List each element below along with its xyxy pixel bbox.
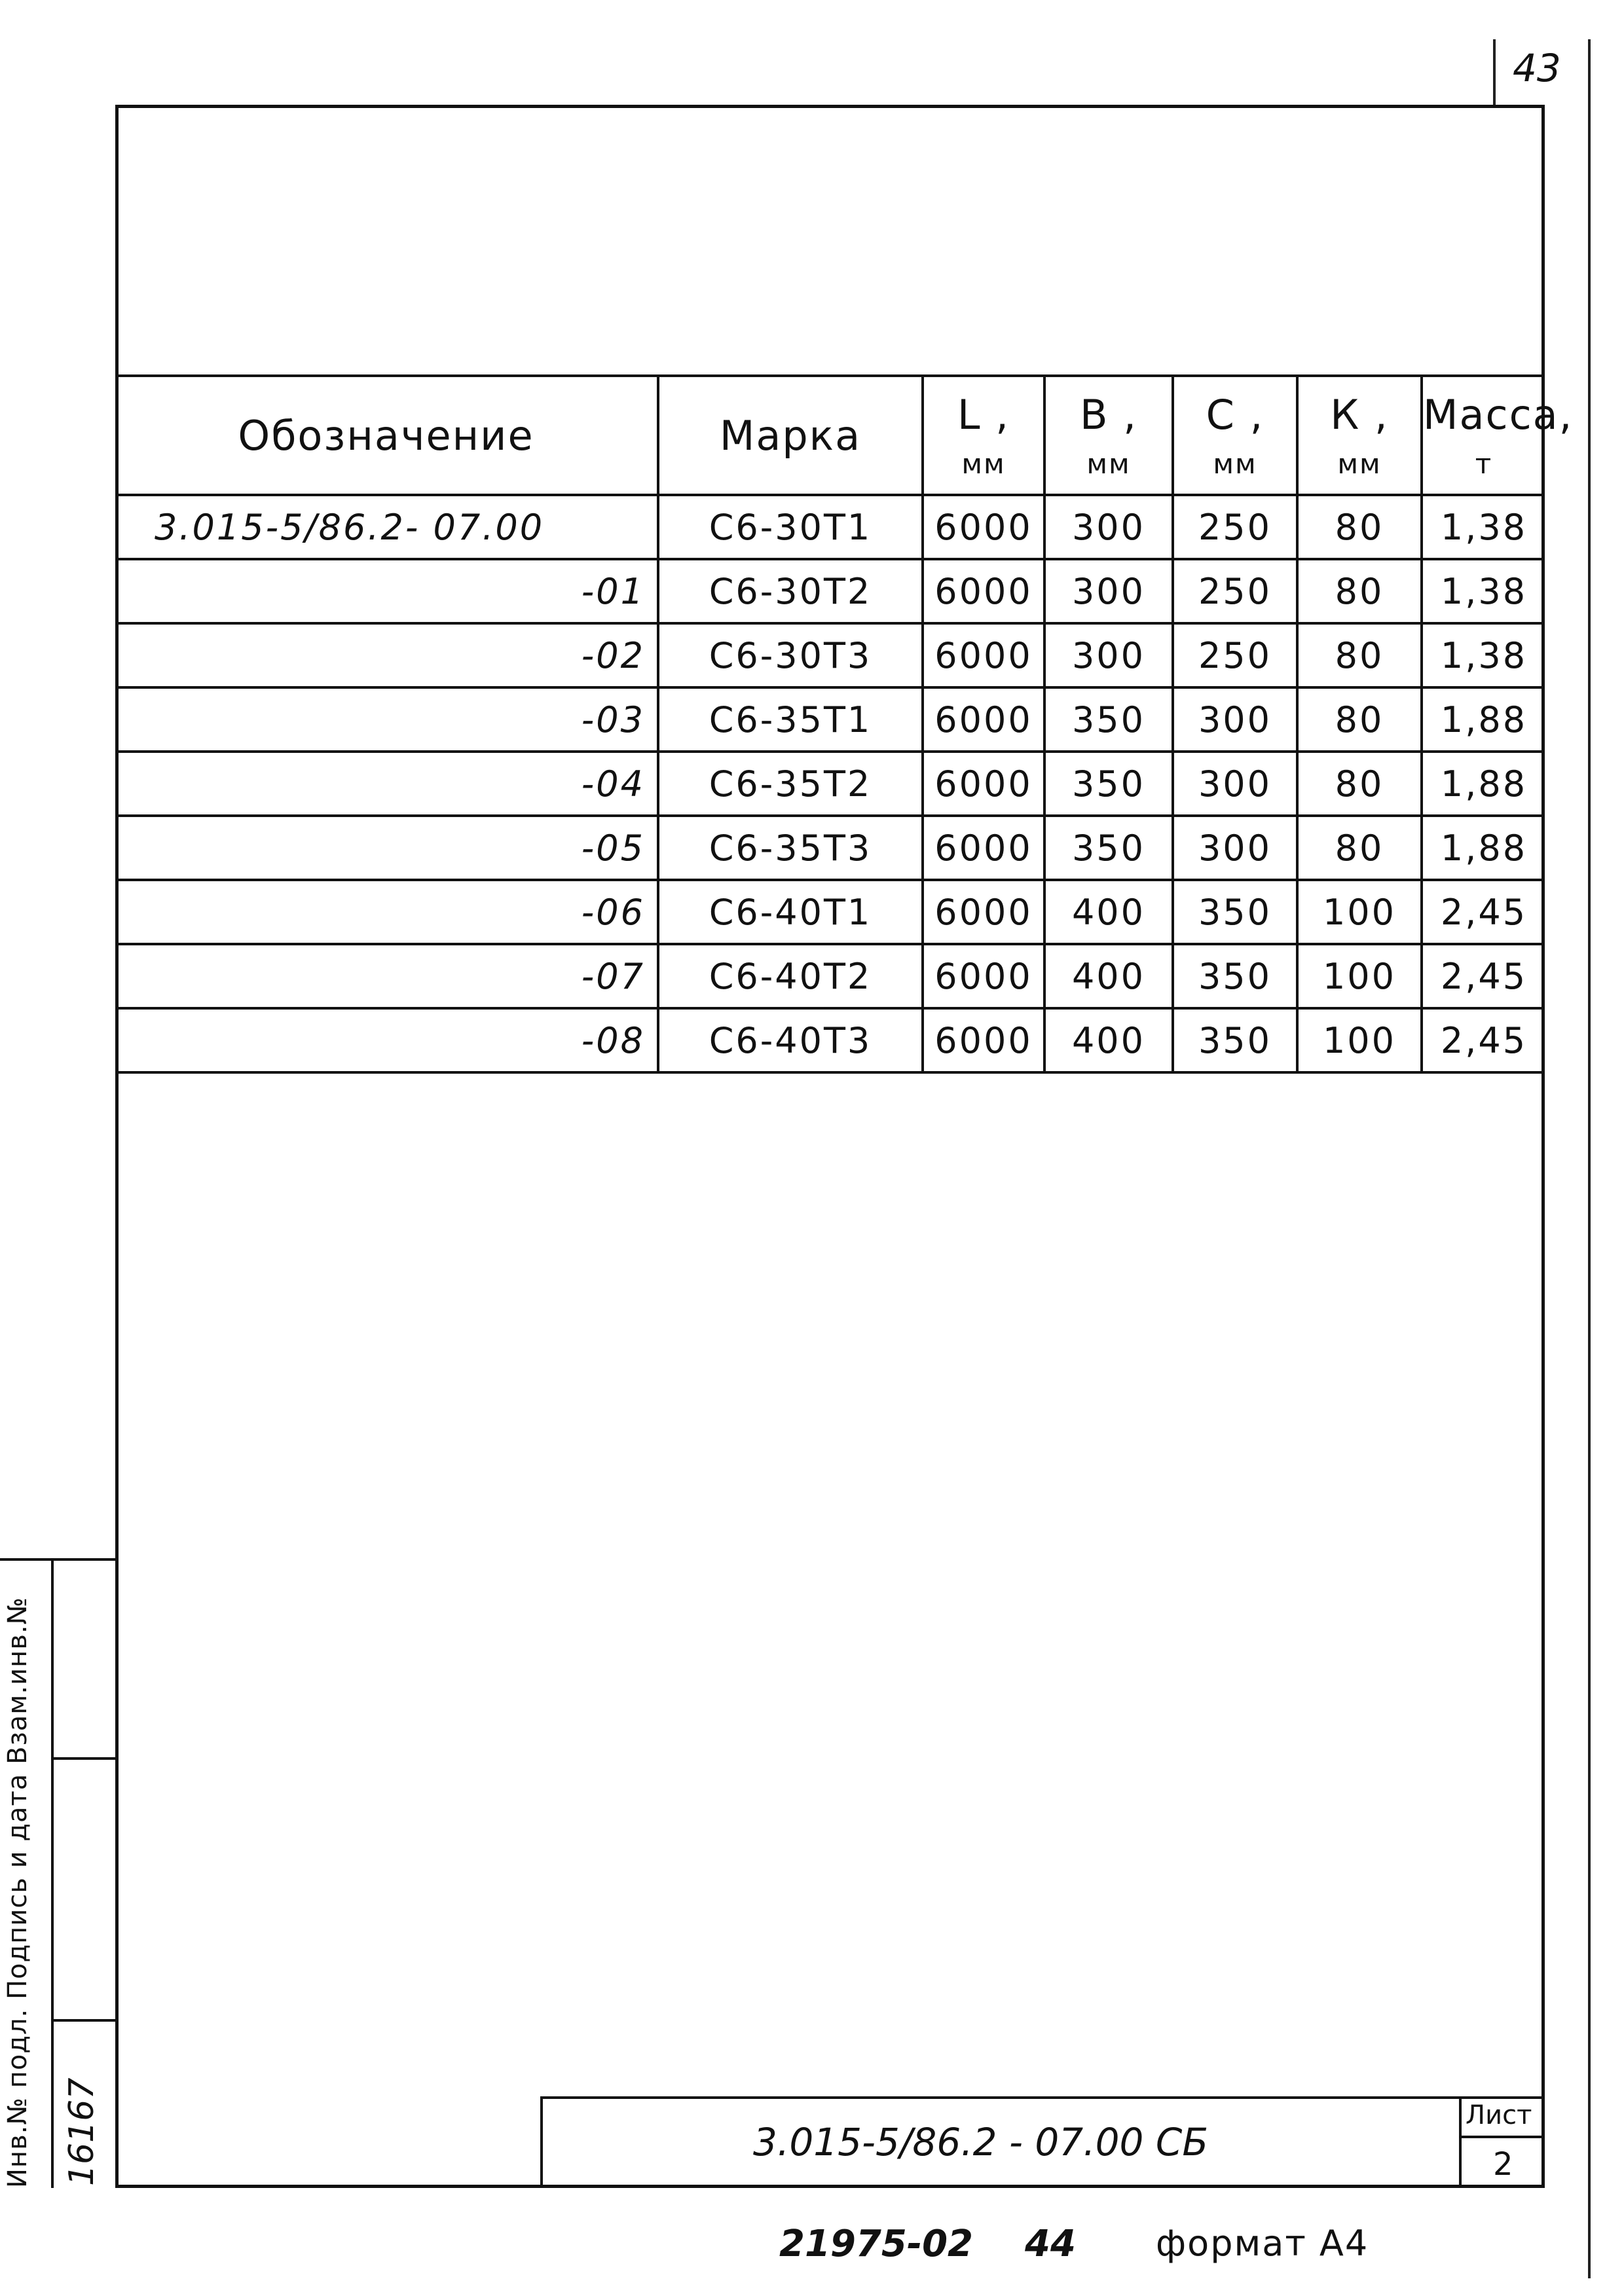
cell-k: 80: [1297, 816, 1422, 880]
inventory-number: 16167: [62, 2077, 101, 2186]
table-row: [115, 880, 1545, 944]
header-width: В , мм: [1044, 376, 1173, 495]
cell-length: 6000: [923, 944, 1044, 1008]
cell-k: 80: [1297, 752, 1422, 816]
header-k: К , мм: [1297, 376, 1422, 495]
cell-width: 300: [1044, 559, 1173, 623]
header-c: С , мм: [1173, 376, 1297, 495]
specification-table: [115, 374, 1574, 1074]
cell-mark: С6-35Т2: [658, 752, 923, 816]
cell-mark: С6-30Т2: [658, 559, 923, 623]
cell-k: 80: [1297, 559, 1422, 623]
copy-number: 44: [1025, 2223, 1076, 2265]
cell-mark: С6-30Т3: [658, 623, 923, 687]
cell-width: 400: [1044, 944, 1173, 1008]
cell-designation: -02: [115, 623, 658, 687]
sheet-label: Лист: [1466, 2100, 1532, 2130]
cell-c: 250: [1173, 559, 1297, 623]
left-margin-stamp: [0, 1558, 115, 2188]
cell-c: 250: [1173, 495, 1297, 559]
cell-designation: -08: [115, 1008, 658, 1072]
table-row: [115, 559, 1545, 623]
cell-mass: 1,88: [1422, 687, 1545, 752]
table-row: [115, 752, 1545, 816]
stamp-divider-vertical: [51, 1561, 54, 2188]
cell-length: 6000: [923, 752, 1044, 816]
cell-k: 100: [1297, 1008, 1422, 1072]
cell-c: 250: [1173, 623, 1297, 687]
cell-mass: 1,88: [1422, 752, 1545, 816]
document-code: 3.015-5/86.2 - 07.00 СБ: [753, 2120, 1209, 2164]
cell-mass: 2,45: [1422, 880, 1545, 944]
cell-c: 350: [1173, 880, 1297, 944]
table-row: [115, 687, 1545, 752]
cell-width: 300: [1044, 495, 1173, 559]
cell-mark: С6-30Т1: [658, 495, 923, 559]
cell-length: 6000: [923, 623, 1044, 687]
cell-mass: 1,88: [1422, 816, 1545, 880]
cell-mass: 1,38: [1422, 495, 1545, 559]
cell-width: 350: [1044, 752, 1173, 816]
archive-number: 21975-02: [779, 2223, 973, 2265]
cell-c: 300: [1173, 687, 1297, 752]
cell-width: 350: [1044, 816, 1173, 880]
paper-format: формат А4: [1156, 2223, 1369, 2264]
cell-mark: С6-40Т1: [658, 880, 923, 944]
cell-designation: -03: [115, 687, 658, 752]
table-row: [115, 1008, 1545, 1072]
sheet-divider: [1459, 2136, 1545, 2138]
stamp-divider: [51, 1757, 115, 1760]
cell-width: 300: [1044, 623, 1173, 687]
cell-mass: 2,45: [1422, 1008, 1545, 1072]
header-mark: Марка: [658, 376, 923, 495]
cell-k: 80: [1297, 495, 1422, 559]
page-number: 43: [1513, 46, 1561, 90]
cell-mark: С6-35Т1: [658, 687, 923, 752]
cell-k: 80: [1297, 623, 1422, 687]
cell-length: 6000: [923, 816, 1044, 880]
cell-width: 400: [1044, 880, 1173, 944]
cell-k: 80: [1297, 687, 1422, 752]
cell-length: 6000: [923, 495, 1044, 559]
cell-mass: 1,38: [1422, 559, 1545, 623]
cell-c: 300: [1173, 816, 1297, 880]
stamp-label: Инв.№ подл. Подпись и дата Взам.инв.№: [3, 1596, 33, 2188]
cell-designation: -05: [115, 816, 658, 880]
table-row: [115, 495, 1545, 559]
cell-length: 6000: [923, 687, 1044, 752]
cell-width: 350: [1044, 687, 1173, 752]
cell-mass: 2,45: [1422, 944, 1545, 1008]
cell-length: 6000: [923, 880, 1044, 944]
cell-width: 400: [1044, 1008, 1173, 1072]
cell-c: 300: [1173, 752, 1297, 816]
table-header-row: [115, 376, 1545, 495]
cell-k: 100: [1297, 944, 1422, 1008]
sheet-number: 2: [1493, 2146, 1513, 2183]
stamp-divider: [51, 2019, 115, 2022]
cell-designation: -04: [115, 752, 658, 816]
cell-designation: -06: [115, 880, 658, 944]
table-row: [115, 816, 1545, 880]
cell-mass: 1,38: [1422, 623, 1545, 687]
header-length: L , мм: [923, 376, 1044, 495]
header-mass: Масса, т: [1422, 376, 1545, 495]
header-designation: Обозначение: [115, 376, 658, 495]
cell-designation: 3.015-5/86.2- 07.00: [115, 495, 658, 559]
cell-designation: -07: [115, 944, 658, 1008]
cell-k: 100: [1297, 880, 1422, 944]
cell-mark: С6-40Т3: [658, 1008, 923, 1072]
cell-length: 6000: [923, 1008, 1044, 1072]
table-row: [115, 623, 1545, 687]
cell-mark: С6-35Т3: [658, 816, 923, 880]
cell-c: 350: [1173, 1008, 1297, 1072]
cell-mark: С6-40Т2: [658, 944, 923, 1008]
sheet-edge-line: [1588, 39, 1591, 2278]
cell-c: 350: [1173, 944, 1297, 1008]
table-row: [115, 944, 1545, 1008]
cell-designation: -01: [115, 559, 658, 623]
cell-length: 6000: [923, 559, 1044, 623]
